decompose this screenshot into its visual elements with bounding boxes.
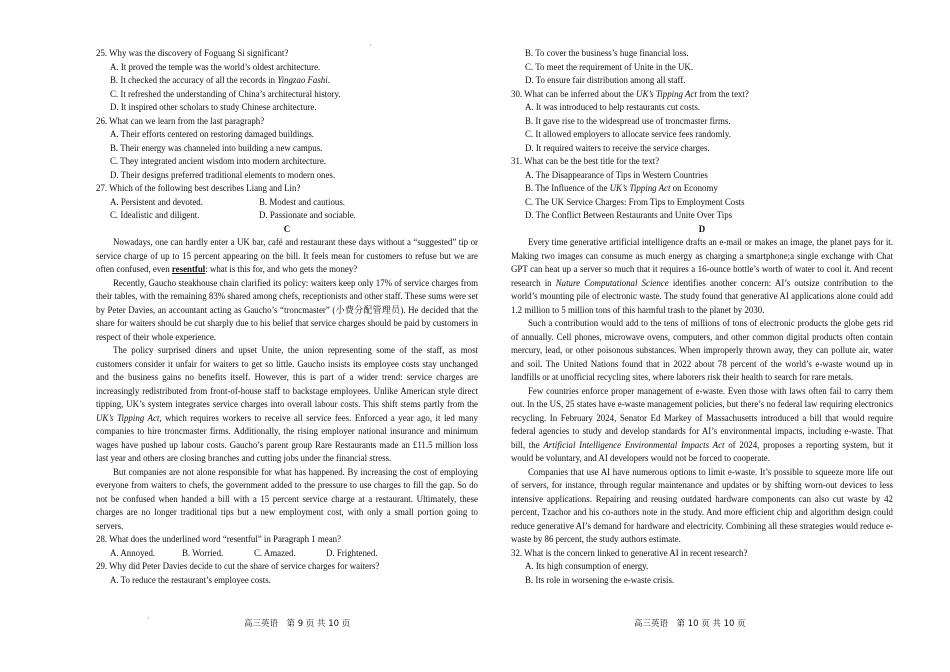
q27-option-c: C. Idealistic and diligent. — [110, 210, 200, 220]
section-d-heading: D — [698, 223, 706, 234]
q25-option-b-title: Yingzao Fashi — [277, 75, 328, 85]
p1-text-start: Nowadays, one can hardly enter a UK bar, café and restaurant these days without a “suggested” tip or service charge of up to 15 percent appearing on the bill. It feels mean for customers to refuse but we are often confused, even — [96, 237, 478, 274]
q25-option-b — [110, 74, 478, 88]
q25-option-d: D. It inspired other scholars to study Chinese architecture. — [110, 102, 317, 112]
q32-option-a: A. Its high consumption of energy. — [525, 561, 649, 571]
passage-c-paragraph-1 — [96, 236, 478, 277]
question-28: 28. What does the underlined word “resentful” in Paragraph 1 mean? — [96, 534, 342, 544]
d3-text-end: of 2024, proposes a reporting system, but it would be voluntary, and AI developers would not be forced to cooperate. — [511, 439, 893, 463]
q30-option-b: B. It gave rise to the widespread use of troncmaster firms. — [525, 115, 731, 126]
question-26: 26. What can we learn from the last paragraph? — [96, 115, 265, 126]
passage-c-paragraph-3 — [96, 344, 478, 466]
question-31: 31. What can be the best title for the text? — [511, 156, 660, 166]
q26-option-a: A. Their efforts centered on restoring damaged buildings. — [110, 129, 314, 139]
q32-option-b: B. Its role in worsening the e-waste crisis. — [525, 574, 675, 585]
passage-d-paragraph-1 — [511, 236, 893, 317]
q27-options-row-2 — [110, 209, 478, 223]
q31-option-b-end: on Economy — [670, 183, 718, 193]
q25-option-c: C. It refreshed the understanding of China’s architectural history. — [110, 88, 341, 99]
p1-text-end: : what is this for, and who gets the money? — [205, 264, 358, 274]
q28-options-row — [110, 547, 478, 561]
q27-options-row-1 — [110, 196, 478, 210]
q31-option-c: C. The UK Service Charges: From Tips to Employment Costs — [525, 196, 745, 207]
q28-option-d: D. Frightened. — [326, 547, 378, 558]
q27-option-b: B. Modest and cautious. — [259, 196, 346, 207]
q29-option-d: D. To ensure fair distribution among all staff. — [525, 75, 686, 85]
q31-option-b — [525, 182, 893, 196]
left-page-column — [96, 47, 478, 587]
scan-dot: · — [147, 614, 150, 623]
q29-option-b: B. To cover the business’s huge financial loss. — [525, 48, 689, 58]
q29-option-c: C. To meet the requirement of Unite in the UK. — [525, 61, 694, 72]
passage-c-paragraph-4: But companies are not alone responsible for what has happened. By increasing the cost of employing everyone from waiters to chefs, the government added to the pressure to use charges to fill the gap. So do not be confused when handed a bill with a 15 percent service charge at a restaurant. Ultimately, these charges are no longer traditional tips but a new employment cost, with only a small portion going to servers. — [96, 466, 478, 531]
q31-option-b-start: B. The Influence of the — [525, 183, 610, 193]
question-25: 25. Why was the discovery of Foguang Si significant? — [96, 48, 289, 58]
q25-option-b-text: B. It checked the accuracy of all the records in — [110, 75, 278, 85]
q30-text-end: from the text? — [696, 88, 749, 99]
question-27: 27. Which of the following best describes Liang and Lin? — [96, 183, 301, 193]
q27-option-d: D. Passionate and sociable. — [259, 210, 356, 220]
q30-text-start: 30. What can be inferred about the — [511, 88, 637, 99]
q26-option-c: C. They integrated ancient wisdom into modern architecture. — [110, 156, 326, 166]
q30-option-c: C. It allowed employers to allocate service fees randomly. — [525, 129, 731, 139]
passage-d-paragraph-4: Companies that use AI have numerous options to limit e-waste. It’s possible to squeeze more life out of servers, for instance, through regular maintenance and updates or by shifting worn-out devices to less intensive applications. Repairing and reusing outdated hardware components can also cut waste by 42 percent, Tzachor and his co-authors note in the study. And more efficient chip and algorithm design could reduce generative AI’s demand for hardware and electricity. Combining all these strategies would reduce e-waste by 86 percent, the study authors estimate. — [511, 466, 893, 544]
q30-option-d: D. It required waiters to receive the service charges. — [525, 142, 710, 153]
p3-text-start: The policy surprised diners and upset Unite, the union representing some of the staff, as most customers consider it unfair for waiters to get so little. Gaucho insists its employee costs stay unchanged and the business gains no benefits itself. However, this is part of a wider trend: service charges are increasingly redistributed from front-of-house staff to backstage employees. Unlike American style direct tipping, UK’s system integrates service charges into overall labour costs. This shift stems partly from the — [96, 345, 478, 409]
d1-text-end: identifies another concern: AI’s outsize contribution to the world’s mounting pile of electronic waste. The study found that generative AI applications alone could add 1.2 million to 5 million tons of this harmful trash to the planet by 2030. — [511, 277, 893, 315]
passage-c-paragraph-2: Recently, Gaucho steakhouse chain clarified its policy: waiters keep only 17% of service charges from their tables, with the remaining 83% shared among chefs, receptionists and other staff. These sums were set by Peter Davies, an accountant acting as Gaucho’s “troncmaster” (小费分配管理员). He decided that the share for waiters should be cut sharply due to his belief that service charges should be paid by customers in respect of their whole experience. — [96, 277, 478, 342]
p3-act-title: UK’s Tipping Act — [96, 412, 160, 423]
q30-option-a: A. It was introduced to help restaurants cut costs. — [525, 102, 700, 112]
right-page-column — [511, 47, 893, 587]
q30-act-title: UK’s Tipping Act — [636, 88, 697, 99]
passage-d-paragraph-3 — [511, 385, 893, 466]
d3-act-title: Artificial Intelligence Environmental Impacts Act — [543, 439, 725, 450]
q28-option-b: B. Worried. — [182, 547, 224, 558]
q27-option-a: A. Persistent and devoted. — [110, 196, 203, 207]
underlined-word-resentful: resentful — [171, 264, 206, 274]
page-footer-left: 高三英语 第 9 页 共 10 页 — [244, 619, 351, 629]
q26-option-b: B. Their energy was channeled into building a new campus. — [110, 142, 323, 153]
q31-option-b-act-title: UK’s Tipping Act — [609, 183, 671, 193]
d1-journal-title: Nature Computational Science — [555, 277, 669, 288]
question-30 — [511, 88, 893, 102]
scan-dot: · — [369, 41, 372, 50]
q25-option-a: A. It proved the temple was the world’s oldest architecture. — [110, 61, 321, 72]
section-c-heading: C — [283, 223, 291, 234]
p3-text-end: , which requires workers to receive all service fees. Enforced a year ago, it led many companies to hire troncmaster firms. Additionally, the rising employer national insurance and minimum wages have pushed up labour costs. Gaucho’s parent group Rare Restaurants made an £11.5 million loss last year and others are closing branches and cutting jobs under the financial stress. — [96, 412, 478, 463]
q28-option-a: A. Annoyed. — [110, 547, 156, 558]
d3-text-start: Few countries enforce proper management of e-waste. Even those with laws often fail to carry them out. In the US, 25 states have e-waste management policies, but there’s no federal law requiring electronics recycling. In February 2024, Senator Ed Markey of Massachusetts introduced a bill that would require federal agencies to study and develop standards for AI’s environmental impacts, including e-waste. That bill, the — [511, 385, 893, 450]
d1-text-start: Every time generative artificial intelligence drafts an e-mail or makes an image, the planet pays for it. Making two images can consume as much energy as charging a smartphone;a single exchange with Chat GPT can heat up a server so much that it requires a 16-ounce bottle’s worth of water to cool it. And recent research in — [511, 237, 893, 288]
q25-option-b-end: . — [327, 75, 330, 85]
question-32: 32. What is the concern linked to generative AI in recent research? — [511, 547, 748, 558]
question-29: 29. Why did Peter Davies decide to cut the share of service charges for waiters? — [96, 561, 380, 571]
passage-d-paragraph-2: Such a contribution would add to the tens of millions of tons of electronic products the globe gets rid of annually. Cell phones, microwave ovens, computers, and other common digital products often contain mercury, lead, or other poisonous substances. When improperly thrown away, they can pollute air, water and soil. The United Nations found that in 2022 about 78 percent of the world’s e-waste wound up in landfills or at unofficial recycling sites, where laborers risk their health to search for rare metals. — [511, 318, 893, 382]
q28-option-c: C. Amazed. — [254, 547, 296, 558]
page-footer-right: 高三英语 第 10 页 共 10 页 — [634, 619, 746, 629]
q31-option-a: A. The Disappearance of Tips in Western Countries — [525, 169, 708, 180]
q31-option-d: D. The Conflict Between Restaurants and Unite Over Tips — [525, 210, 733, 220]
q29-option-a: A. To reduce the restaurant’s employee costs. — [110, 574, 271, 585]
q26-option-d: D. Their designs preferred traditional elements to modern ones. — [110, 169, 336, 180]
